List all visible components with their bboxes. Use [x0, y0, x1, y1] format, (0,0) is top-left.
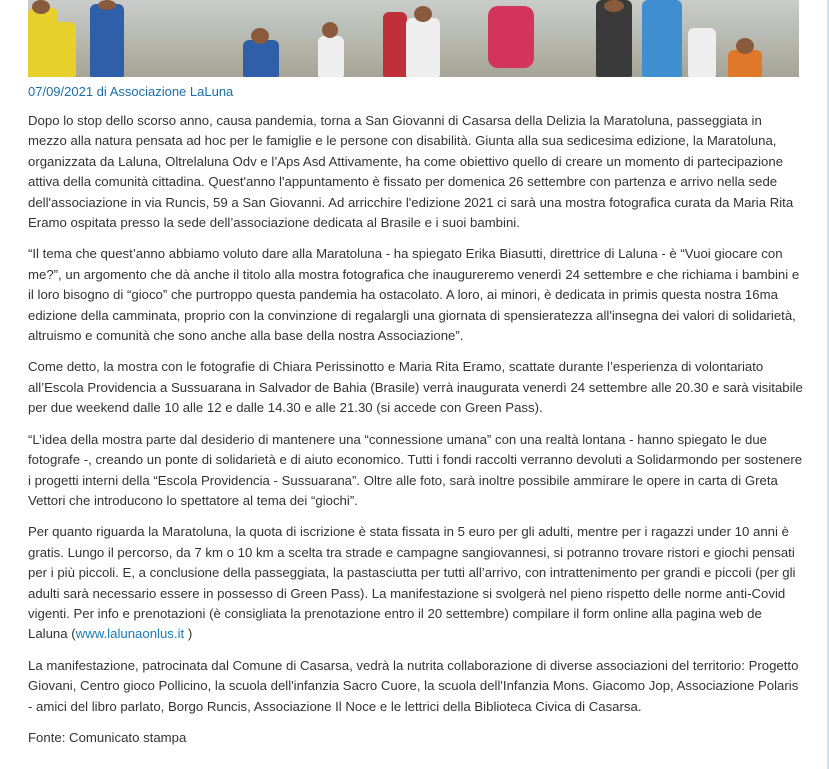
article-paragraph: “L’idea della mostra parte dal desiderio di mantenere una “connessione umana” con una realtà lontana - hanno spiegato le due fotografe -, creando un ponte di solidarietà e di aiuto economico. Tutti i fondi raccolti verranno devoluti a Solidarmondo per sostenere i progetti interni della “Escola Providencia - Sussuarana”. Oltre alle foto, sarà inoltre possibile ammirare le opere in carta di Greta Vettori che introducono lo spettatore al tema dei “giochi”. [28, 431, 803, 508]
person-figure [688, 28, 716, 77]
person-figure [383, 12, 407, 77]
article-paragraph: La manifestazione, patrocinata dal Comune di Casarsa, vedrà la nutrita collaborazione di diverse associazioni del territorio: Progetto Giovani, Centro gioco Pollicino, la scuola dell'infanzia Sacro Cuore, la scuola dell'Infanzia Mons. Giacomo Jop, Associazione Polaris - amici del libro parlato, Borgo Runcis, Associazione Il Noce e le lettrici della Biblioteca Civica di Casarsa. [28, 657, 799, 714]
paragraph-text: ) [184, 626, 193, 642]
article-paragraph: “Il tema che quest’anno abbiamo voluto dare alla Maratoluna - ha spiegato Erika Biasutti, direttrice di Laluna - è “Vuoi giocare con me?”, un argomento che dà anche il titolo alla mostra fotografica che inaugureremo venerdì 24 settembre e che richiama i bambini e il loro bisogno di “gioco” che purtroppo questa pandemia ha ostacolato. A loro, ai minori, è dedicata in primis questa nostra 16ma edizione della camminata, proprio con la convinzione di regalargli una giornata di spensieratezza all'insegna dei valori di solidarietà, altruismo e comunità che sono anche alla base della nostra Associazione”. [28, 246, 800, 344]
website-link[interactable]: www.lalunaonlus.it [75, 626, 185, 642]
person-figure [251, 28, 269, 44]
article-paragraph: Dopo lo stop dello scorso anno, causa pandemia, torna a San Giovanni di Casarsa della Delizia la Maratoluna, passeggiata in mezzo alla natura pensata ad hoc per le famiglie e le persone con disabilità. Giunta alla sua sedicesima edizione, la Maratoluna, organizzata da Laluna, Oltrelaluna Odv e l’Aps Asd Attivamente, ha come obiettivo quello di creare un momento di partecipazione attiva della comunità cittadina. Quest'anno l'appuntamento è fissato per domenica 26 settembre con partenza e arrivo nella sede dell'associazione in via Runcis, 59 a San Giovanni. Ad arricchire l'edizione 2021 ci sarà una mostra fotografica curata da Maria Rita Eramo ospitata presso la sede dell’associazione dedicata al Brasile e i suoi bambini. [28, 113, 794, 231]
person-figure [46, 22, 76, 77]
person-figure [406, 18, 440, 77]
person-figure [243, 40, 279, 77]
person-figure [90, 4, 124, 77]
person-figure [32, 0, 50, 14]
paragraph-text: Per quanto riguarda la Maratoluna, la quota di iscrizione è stata fissata in 5 euro per gli adulti, mentre per i ragazzi under 10 anni è gratis. Lungo il percorso, da 7 km o 10 km a scelta tra strade e campagne sangiovannesi, si potranno trovare ristori e giochi pensati per i più piccoli. E, a conclusione della passeggiata, la pastasciutta per tutti all’arrivo, con intrattenimento per grandi e piccoli (per gli adulti sarà necessario essere in possesso di Green Pass). La manifestazione si svolgerà nel pieno rispetto delle norme anti-Covid vigenti. Per info e prenotazioni (è consigliata la prenotazione entro il 20 settembre) compilare il form online alla pagina web de Laluna ( [28, 524, 796, 642]
person-figure [414, 6, 432, 22]
person-figure [318, 36, 344, 77]
person-figure [322, 22, 338, 38]
stroller [488, 6, 534, 68]
article-paragraph: Come detto, la mostra con le fotografie di Chiara Perissinotto e Maria Rita Eramo, scattate durante l’esperienza di volontariato all’Escola Providencia a Sussuarana in Salvador de Bahia (Brasile) verrà inaugurata venerdì 24 settembre alle 20.30 e sarà visitabile per due weekend dalle 10 alle 12 e dalle 14.30 e alle 21.30 (si accede con Green Pass). [28, 359, 803, 416]
person-figure [736, 38, 754, 54]
person-figure [98, 0, 116, 10]
article-source: Fonte: Comunicato stampa [28, 729, 187, 745]
header-photo [28, 0, 799, 77]
article-byline: 07/09/2021 di Associazione LaLuna [28, 84, 234, 99]
article-body [28, 111, 803, 759]
person-figure [604, 0, 624, 12]
article-paragraph [28, 522, 803, 644]
person-figure [642, 0, 682, 77]
person-figure [728, 50, 762, 77]
